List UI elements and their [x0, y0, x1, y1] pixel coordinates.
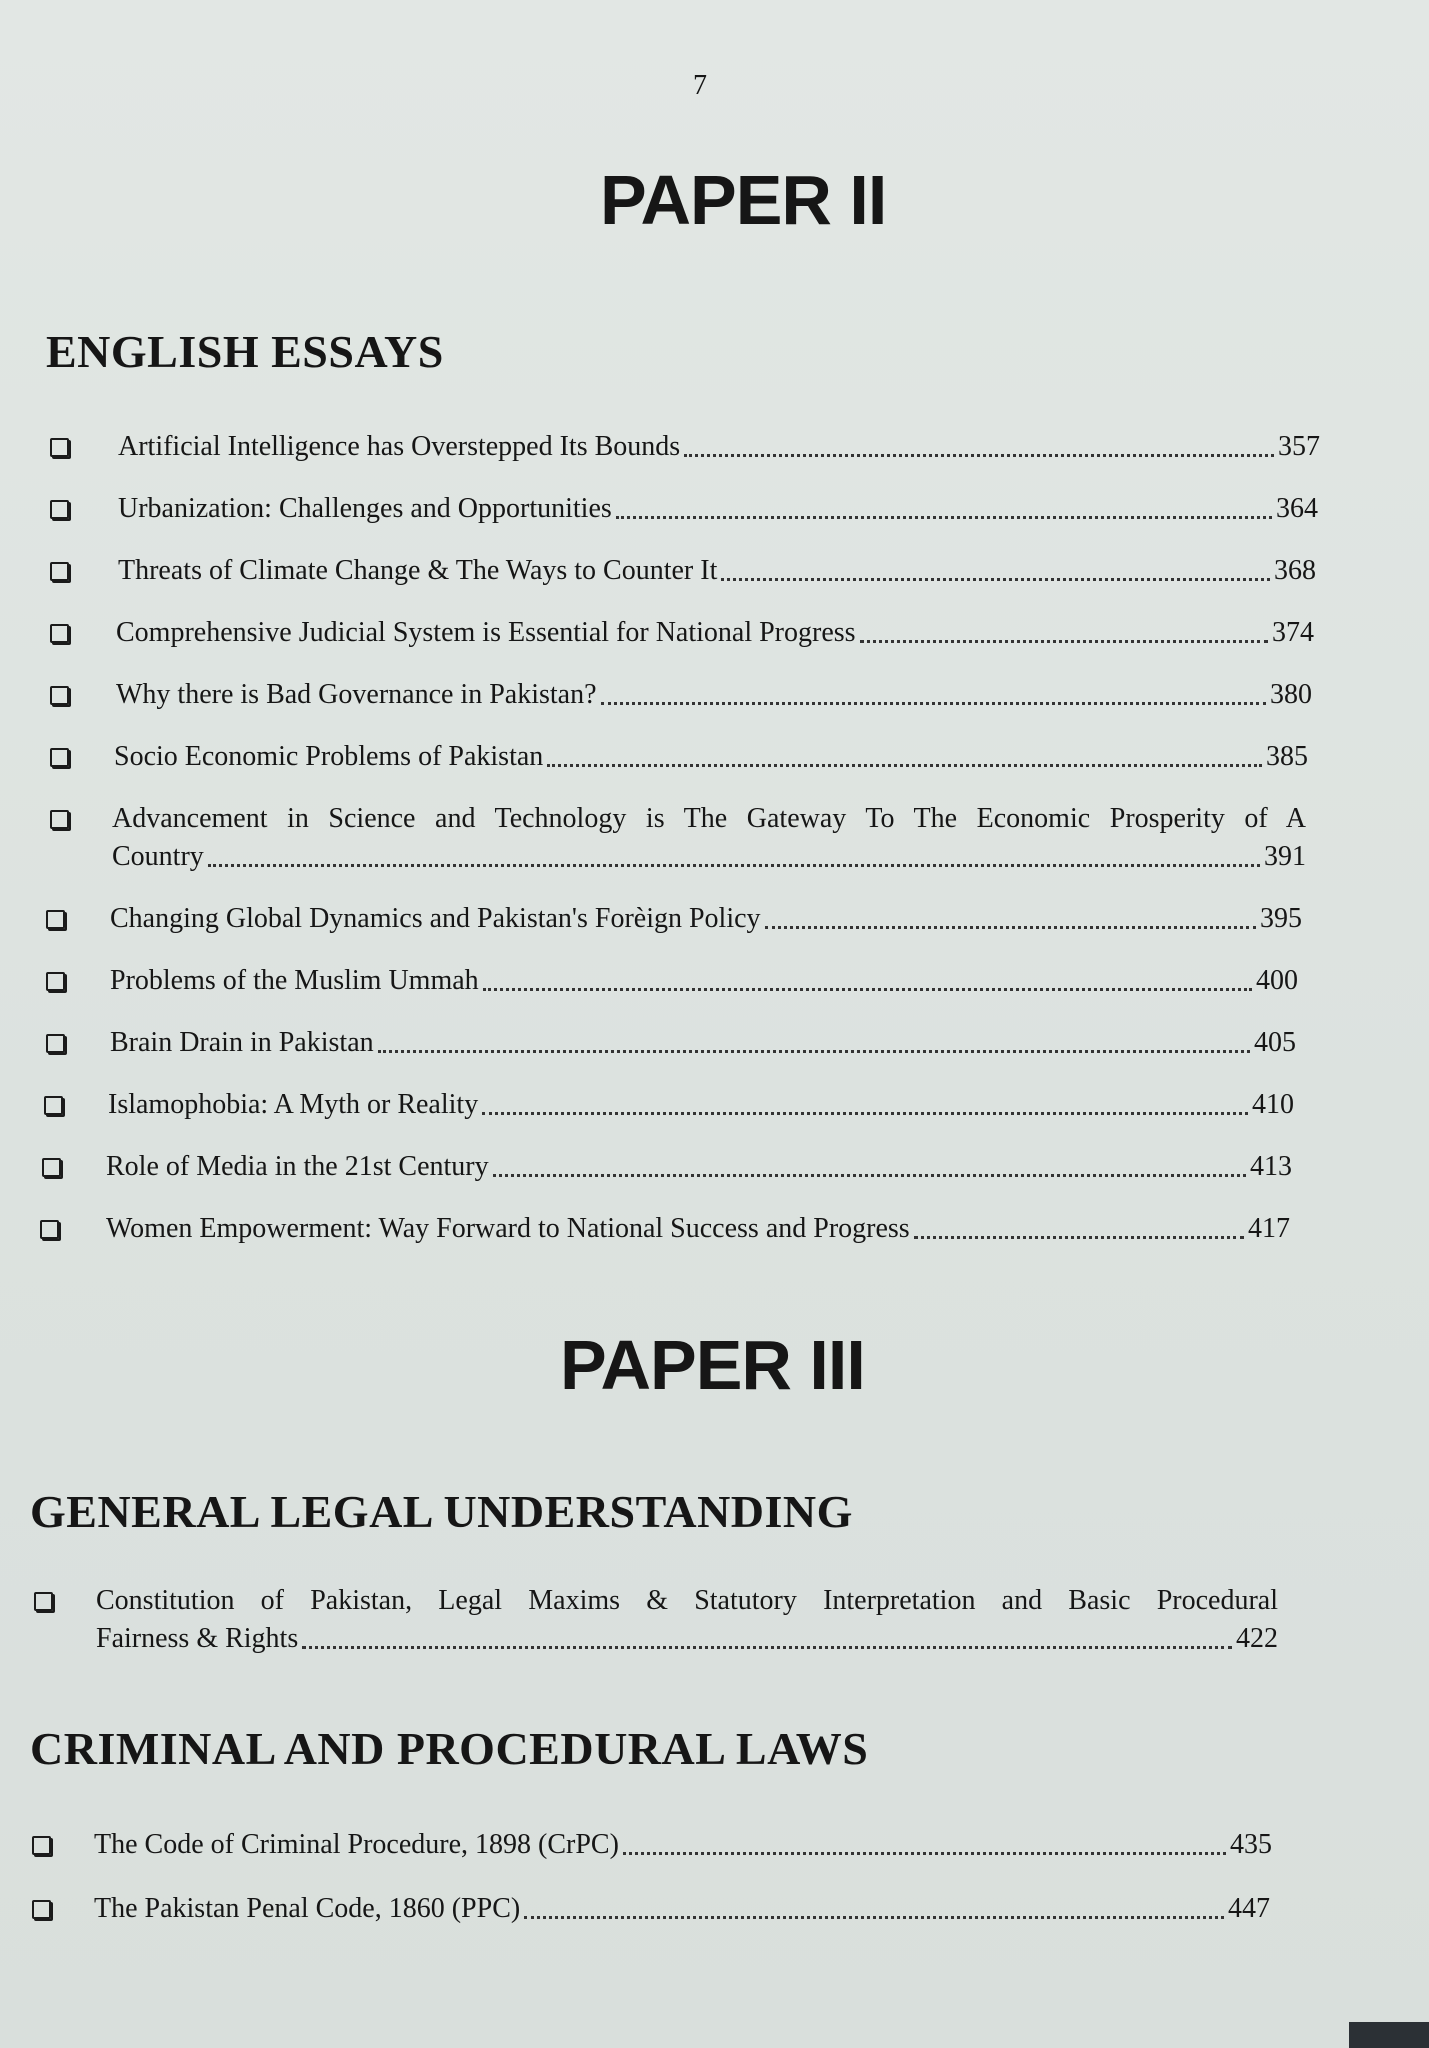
entry-title: Threats of Climate Change & The Ways to Counter It	[118, 555, 718, 586]
toc-entry[interactable]	[32, 1890, 1270, 1930]
entry-title: Problems of the Muslim Ummah	[110, 965, 479, 996]
toc-entry[interactable]	[46, 962, 1298, 1002]
entry-title: The Code of Criminal Procedure, 1898 (CrPC)	[94, 1829, 619, 1860]
toc-entry[interactable]	[50, 738, 1308, 778]
dot-leader	[616, 516, 1272, 519]
dot-leader	[914, 1236, 1244, 1239]
page-edge-shadow	[1349, 2022, 1429, 2048]
dot-leader	[860, 640, 1268, 643]
checkbox-bullet-icon	[50, 500, 69, 519]
dot-leader	[623, 1852, 1226, 1855]
dot-leader	[482, 1112, 1248, 1115]
checkbox-bullet-icon	[50, 438, 69, 457]
checkbox-bullet-icon	[34, 1592, 53, 1611]
toc-entry[interactable]	[50, 552, 1316, 592]
toc-entry[interactable]	[32, 1826, 1272, 1866]
entry-title: Why there is Bad Governance in Pakistan?	[116, 679, 597, 710]
entry-title-line1: Advancement in Science and Technology is The Gateway To The Economic Prosperity of A	[112, 803, 1306, 834]
entry-page-number: 400	[1256, 965, 1298, 996]
checkbox-bullet-icon	[50, 810, 69, 829]
entry-page-number: 435	[1230, 1829, 1272, 1860]
entry-title: The Pakistan Penal Code, 1860 (PPC)	[94, 1893, 521, 1924]
checkbox-bullet-icon	[44, 1096, 63, 1115]
toc-entry[interactable]	[50, 800, 1306, 880]
entry-page-number: 357	[1278, 431, 1320, 462]
dot-leader	[684, 454, 1274, 457]
dot-leader	[524, 1916, 1224, 1919]
toc-entry[interactable]	[50, 614, 1314, 654]
toc-entry[interactable]	[34, 1582, 1278, 1662]
entry-title-line2: Country	[112, 841, 204, 872]
entry-page-number: 413	[1250, 1151, 1292, 1182]
entry-page-number: 380	[1270, 679, 1312, 710]
dot-leader	[721, 578, 1270, 581]
toc-entry[interactable]	[50, 676, 1312, 716]
entry-title: Socio Economic Problems of Pakistan	[114, 741, 544, 772]
checkbox-bullet-icon	[32, 1900, 51, 1919]
section-heading-criminal-procedural-laws: CRIMINAL AND PROCEDURAL LAWS	[30, 1723, 869, 1774]
checkbox-bullet-icon	[50, 624, 69, 643]
checkbox-bullet-icon	[46, 910, 65, 929]
entry-title: Changing Global Dynamics and Pakistan's Forèign Policy	[110, 903, 761, 934]
dot-leader	[378, 1050, 1250, 1053]
entry-title: Comprehensive Judicial System is Essential for National Progress	[116, 617, 856, 648]
entry-page-number: 395	[1260, 903, 1302, 934]
entry-title: Urbanization: Challenges and Opportunities	[118, 493, 612, 524]
toc-entry[interactable]	[46, 900, 1302, 940]
entry-page-number: 368	[1274, 555, 1316, 586]
entry-page-number: 405	[1254, 1027, 1296, 1058]
entry-page-number: 391	[1264, 841, 1306, 872]
entry-page-number: 422	[1236, 1623, 1278, 1654]
toc-entry[interactable]	[42, 1148, 1292, 1188]
entry-title: Role of Media in the 21st Century	[106, 1151, 489, 1182]
toc-entry[interactable]	[50, 428, 1320, 468]
toc-entry[interactable]	[40, 1210, 1290, 1250]
entry-title: Islamophobia: A Myth or Reality	[108, 1089, 479, 1120]
toc-entry[interactable]	[44, 1086, 1294, 1126]
checkbox-bullet-icon	[46, 972, 65, 991]
dot-leader	[765, 926, 1256, 929]
entry-title: Women Empowerment: Way Forward to National Success and Progress	[106, 1213, 910, 1244]
entry-page-number: 447	[1228, 1893, 1270, 1924]
checkbox-bullet-icon	[40, 1220, 59, 1239]
page-number: 7	[693, 70, 707, 101]
dot-leader	[493, 1174, 1246, 1177]
checkbox-bullet-icon	[50, 562, 69, 581]
entry-page-number: 374	[1272, 617, 1314, 648]
entry-page-number: 410	[1252, 1089, 1294, 1120]
dot-leader	[302, 1646, 1232, 1649]
dot-leader	[208, 864, 1260, 867]
entry-title-line2: Fairness & Rights	[96, 1623, 299, 1654]
checkbox-bullet-icon	[42, 1158, 61, 1177]
entry-title-line1: Constitution of Pakistan, Legal Maxims & Statutory Interpretation and Basic Procedural	[96, 1585, 1278, 1616]
entry-page-number: 364	[1276, 493, 1318, 524]
section-heading-english-essays: ENGLISH ESSAYS	[46, 326, 444, 377]
section-heading-general-legal-understanding: GENERAL LEGAL UNDERSTANDING	[30, 1486, 853, 1537]
toc-entry[interactable]	[46, 1024, 1296, 1064]
entry-title: Brain Drain in Pakistan	[110, 1027, 374, 1058]
entry-page-number: 385	[1266, 741, 1308, 772]
dot-leader	[547, 764, 1262, 767]
checkbox-bullet-icon	[50, 686, 69, 705]
entry-title: Artificial Intelligence has Overstepped Its Bounds	[118, 431, 681, 462]
entry-page-number: 417	[1248, 1213, 1290, 1244]
checkbox-bullet-icon	[32, 1836, 51, 1855]
dot-leader	[483, 988, 1252, 991]
checkbox-bullet-icon	[50, 748, 69, 767]
dot-leader	[601, 702, 1266, 705]
checkbox-bullet-icon	[46, 1034, 65, 1053]
toc-entry[interactable]	[50, 490, 1318, 530]
paper-ii-heading: PAPER II	[600, 161, 887, 239]
paper-iii-heading: PAPER III	[560, 1326, 865, 1404]
